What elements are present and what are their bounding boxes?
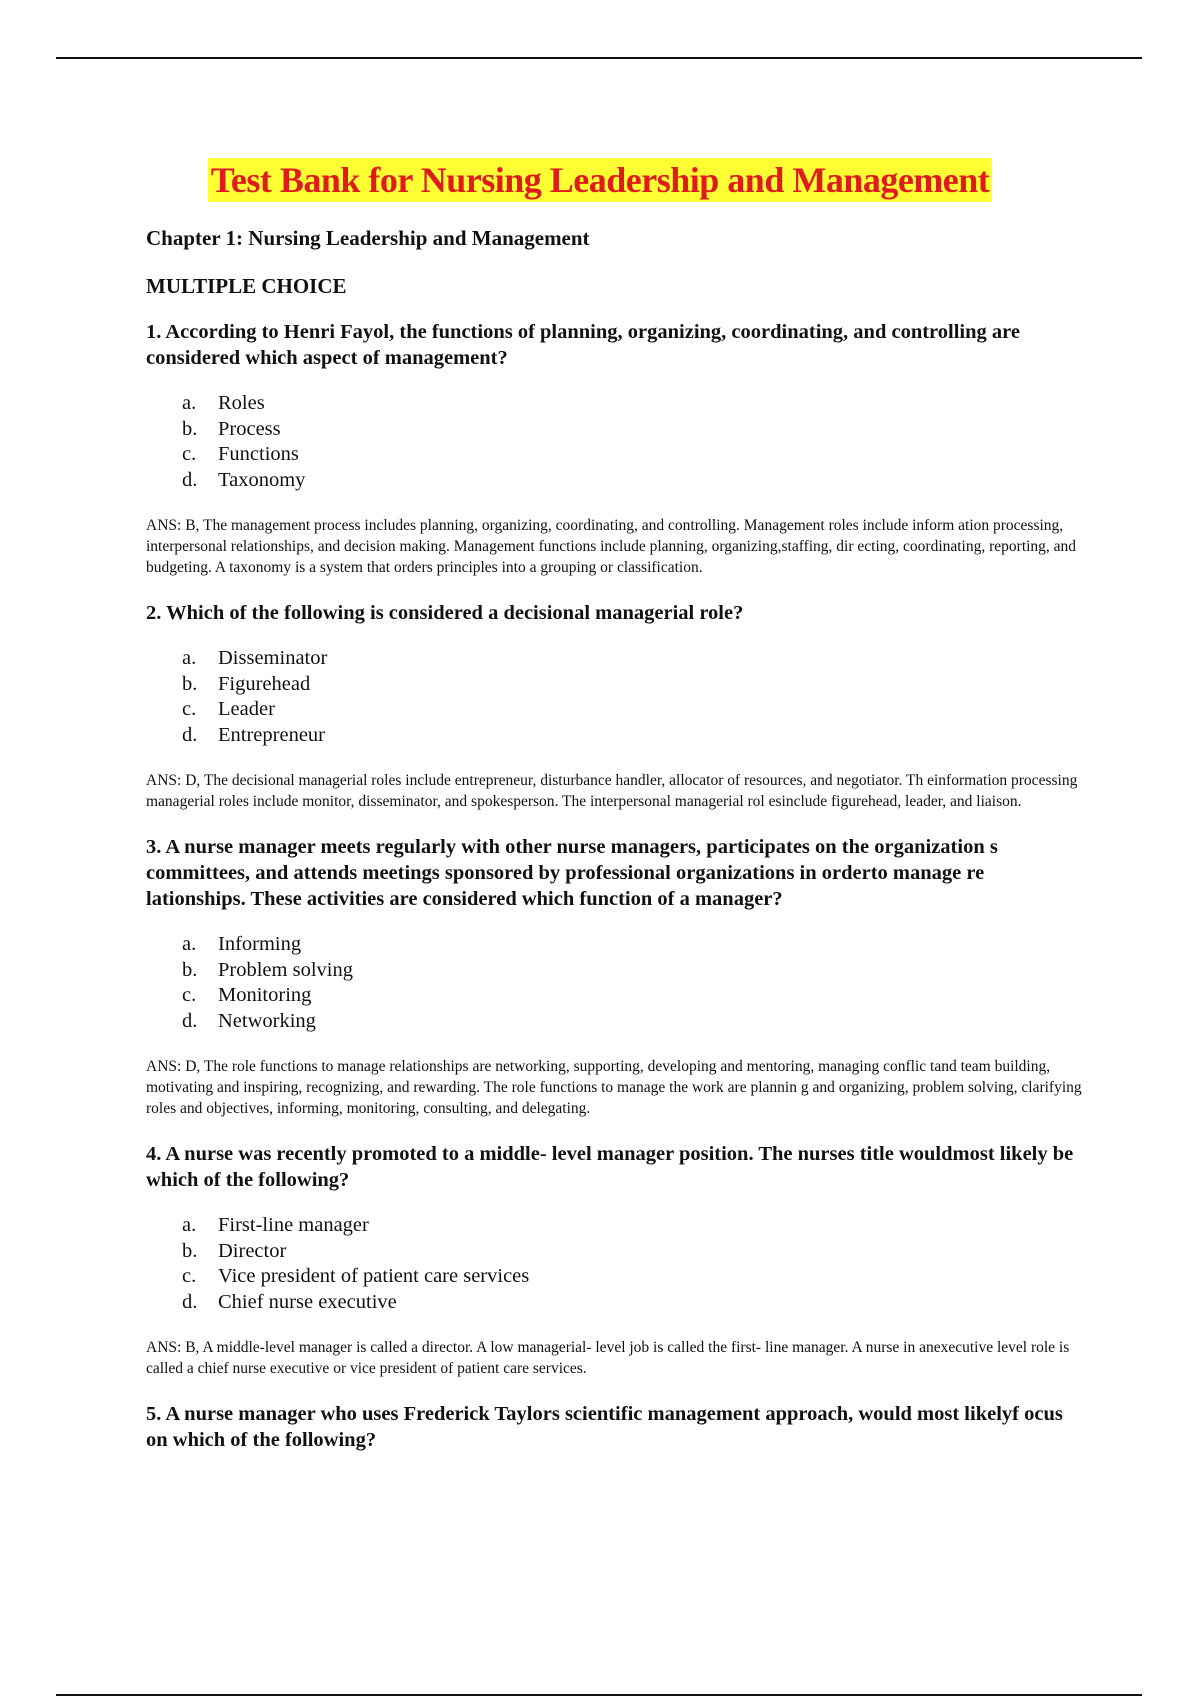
answer-options: [146, 1213, 1106, 1315]
option-b: [182, 672, 1106, 698]
answer-explanation: ANS: B, A middle-level manager is called a director. A low managerial- level job is called the first- line manager. A nurse in anexecutive level role is called a chief nurse executive or vice president of patient care services.: [146, 1339, 1070, 1377]
option-b: [182, 958, 1106, 984]
question-2: [146, 600, 1106, 812]
top-rule: [56, 57, 1142, 59]
option-d: [182, 723, 1106, 749]
option-text: Leader: [218, 698, 275, 720]
option-d: [182, 468, 1106, 494]
chapter-heading: Chapter 1: Nursing Leadership and Management: [146, 226, 590, 250]
option-letter: d.: [182, 1290, 198, 1313]
option-c: [182, 1264, 1106, 1290]
option-text: Director: [218, 1239, 287, 1262]
option-a: [182, 1213, 1106, 1239]
option-letter: a.: [182, 1214, 197, 1236]
option-a: [182, 932, 1106, 958]
option-letter: d.: [182, 1009, 198, 1032]
document-title: Test Bank for Nursing Leadership and Management: [208, 158, 993, 202]
question-4: [146, 1141, 1106, 1379]
option-d: [182, 1009, 1106, 1035]
answer-options: [146, 391, 1106, 493]
document-body: [146, 225, 1106, 1475]
option-b: [182, 1239, 1106, 1265]
option-c: [182, 983, 1106, 1009]
option-text: Chief nurse executive: [218, 1290, 397, 1313]
option-letter: b.: [182, 1239, 198, 1262]
answer-explanation: ANS: D, The role functions to manage relationships are networking, supporting, developing and mentoring, managing conflic tand team building, motivating and inspiring, recognizing, and rewarding. The role functions to manage the work are plannin g and organizing, problem solving, clarifying roles and objectives, informing, monitoring, consulting, and delegating.: [146, 1058, 1082, 1117]
option-letter: c.: [182, 698, 197, 720]
option-text: Disseminator: [218, 647, 328, 669]
option-letter: d.: [182, 723, 198, 746]
option-text: Networking: [218, 1009, 316, 1032]
option-text: Taxonomy: [218, 468, 306, 491]
question-stem: 4. A nurse was recently promoted to a middle- level manager position. The nurses title wouldmost likely be which of the following?: [146, 1143, 1074, 1191]
option-d: [182, 1290, 1106, 1316]
option-text: First-line manager: [218, 1214, 369, 1236]
answer-explanation: ANS: B, The management process includes planning, organizing, coordinating, and controlling. Management roles include inform ation processing, interpersonal relationships, and decision making. Management functions include planning, organizing,staffing, dir ecting, coordinating, reporting, and budgeting. A taxonomy is a system that orders principles into a grouping or classification.: [146, 517, 1077, 576]
question-1: [146, 319, 1106, 578]
answer-options: [146, 932, 1106, 1034]
option-letter: c.: [182, 443, 197, 465]
option-letter: a.: [182, 933, 197, 955]
option-text: Process: [218, 417, 281, 440]
option-letter: a.: [182, 392, 197, 414]
option-text: Vice president of patient care services: [218, 1265, 530, 1287]
answer-options: [146, 646, 1106, 748]
question-stem: 2. Which of the following is considered a decisional managerial role?: [146, 602, 744, 624]
option-letter: c.: [182, 984, 197, 1006]
option-a: [182, 646, 1106, 672]
option-a: [182, 391, 1106, 417]
question-5: [146, 1401, 1106, 1453]
option-text: Functions: [218, 443, 299, 465]
bottom-rule: [56, 1694, 1142, 1696]
question-stem: 3. A nurse manager meets regularly with other nurse managers, participates on the organization s committees, and attends meetings sponsored by professional organizations in orderto manage re lationships. These activities are considered which function of a manager?: [146, 836, 998, 910]
answer-explanation: ANS: D, The decisional managerial roles include entrepreneur, disturbance handler, allocator of resources, and negotiator. Th einformation processing managerial roles include monitor, disseminator, and spokesperson. The interpersonal managerial rol esinclude figurehead, leader, and liaison.: [146, 772, 1078, 810]
option-letter: d.: [182, 468, 198, 491]
option-letter: c.: [182, 1265, 197, 1287]
option-letter: b.: [182, 672, 198, 695]
section-heading: MULTIPLE CHOICE: [146, 274, 347, 298]
question-3: [146, 834, 1106, 1119]
option-letter: a.: [182, 647, 197, 669]
question-stem: 5. A nurse manager who uses Frederick Taylors scientific management approach, would most likelyf ocus on which of the following?: [146, 1403, 1063, 1451]
option-text: Roles: [218, 392, 265, 414]
option-text: Problem solving: [218, 958, 353, 981]
option-text: Figurehead: [218, 672, 311, 695]
question-stem: 1. According to Henri Fayol, the functions of planning, organizing, coordinating, and controlling are considered which aspect of management?: [146, 321, 1020, 369]
option-text: Informing: [218, 933, 302, 955]
option-text: Entrepreneur: [218, 723, 325, 746]
option-letter: b.: [182, 417, 198, 440]
option-c: [182, 442, 1106, 468]
option-c: [182, 697, 1106, 723]
option-b: [182, 417, 1106, 443]
option-letter: b.: [182, 958, 198, 981]
option-text: Monitoring: [218, 984, 312, 1006]
title-block: [0, 158, 1200, 202]
